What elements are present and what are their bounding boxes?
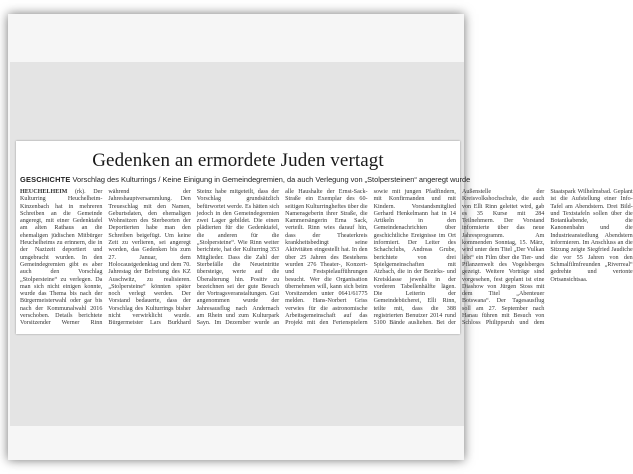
article-subheading-line [20, 175, 471, 184]
newspaper-clipping [16, 141, 633, 334]
article-body-text: (rk). Der Kulturring Heuchelheim-Kinzenbach hat in mehreren Schreiben an die Gemeinde angeregt, mit einer Gedenktafel am alten Rathaus an die ehemaligen jüdischen Mitbürger Heuchelheims zu erinnern, die in der Nazizeit deportiert und umgebracht wurden. In den Gemeindegremien gibt es aber auch den Vorschlag „Stolpersteine“ zu verlegen. Da man sich nicht einigen konnte, wurde das Thema bis nach der Bürgermeisterwahl oder gar bis nach der Kommunalwahl 2016 verschoben. Details berichtete Vorsitzender Werner Rinn während der Jahreshauptversammlung. Den Treueschlag mit den Namen, Geburtsdaten, den ehemaligen Wohnsitzen des Sterbeorten der Deportierten habe man den Schreiben beigefügt. Um keine Zeit zu verlieren, sei angeregt worden, das Gedenken bis zum 27. Januar, dem Holocaustgedenktag und dem 70. Jahrestag der Befreiung des KZ Auschwitz, zu realisieren. „Stolpersteine“ könnten später noch verlegt werden. Der Vorstand bedauerte, dass der Vorschlag des Kulturrings bisher nicht verwirklicht wurde. Bürgermeister Lars Burkhard Steinz habe mitgeteilt, dass der Vorschlag grundsätzlich befürwortet werde. Es hätten sich jedoch in den Gemeindegremien zwei Lager gebildet. Die einen plädierten für die Gedenktafel, die anderen für die „Stolpersteine“. Wie Rinn weiter berichtete, hat der Kulturring 353 Mitglieder. Dass die Zahl der Sterbefälle die Neueintritte übersteige, werte auf die Überalterung hin. Positiv zu bezeichnen sei der gute Besuch der Vortragsveranstaltungen. Gut angenommen wurde der Jahresausflug nach Andernach am Rhein und zum Kulturpark Sayn. Im Dezember wurde an alle Haushalte der Ernst-Sack-Straße ein Exemplar des 60-seitigen Kulturringheftes über die Namensgeberin ihrer Straße, die Kammersängerin Erna Sack, verteilt. Rinn wies darauf hin, dass der Theaterkreis krankheitsbedingt seine Aktivitäten eingestellt hat. In den über 25 Jahren des Bestehens wurden 276 Theater-, Konzert- und Festspielaufführungen besucht. Wer die Organisation übernehmen will, kann sich beim Vorsitzenden unter 0641/61775 melden. Hans-Norbert Griss verwies für die astronomische Arbeitsgemeinschaft auf das Projekt mit den Ferienspielern sowie mit jungen Pfadfindern, mit Konfirmanden und mit Kindern. Vorstandsmitglied Gerhard Henkelmann hat in 14 Artikeln in den Gemeindenachrichten über geschichtliche Ereignisse im Ort informiert. Der Leiter des Schachclubs, Andreas Grube, berichtete von drei Spielgemeinschaften mit Atzbach, die in der Bezirks- und Kreisklasse jeweils in der vorderen Tabellenhälfte lägen. Die Leiterin der Gemeindebücherei, Elli Rinn, teilte mit, dass die 388 registrierten Benutzer 2014 rund 5100 Bände ausliehen. Bei der Außenstelle der Kreisvolkshochschule, die auch von Elli Rinn geleitet wird, gab es 35 Kurse mit 284 Teilnehmern. Der Vorstand informierte über das neue Jahresprogramm. Am kommenden Sonntag, 15. März, wird unter dem Titel „Der Vulkan lebt“ ein Film über die Tier- und Pflanzenwelt des Vogelsberges gezeigt. Weitere Vorträge sind vorgesehen, fest geplant ist eine Diashow von Jürgen Stoss mit dem Titel „Abenteuer Botswana“. Der Tagesausflug soll am 27. September nach Hanau führen mit Besuch von Schloss Philippsruh und dem Staatspark Wilhelmsbad. Geplant ist die Aufstellung einer Info-Tafel am Abendstern. Drei Bild- und Textstafeln sollen über die Botanikabende, die Kanonenbahn und die Industrieansiedlung Abendstern informieren. Im Anschluss an die Sitzung zeigte Siegfried Jaudiche die vor 55 Jahren von den Schmalfilmfreunden „Riverreal“ gedrehte und vertonte Ortsansichtsaa. [20, 189, 633, 327]
article-headline: Gedenken an ermordete Juden vertagt [92, 150, 384, 171]
article-paragraph [20, 189, 633, 331]
section-label: GESCHICHTE [20, 175, 71, 184]
article-body [20, 189, 633, 331]
article-dateline: HEUCHELHEIM [20, 189, 68, 195]
article-subheading: Vorschlag des Kulturrings / Keine Einigung in Gemeindegremien, da auch Verlegung von „Stolpersteinen“ angeregt wurde [72, 175, 471, 184]
